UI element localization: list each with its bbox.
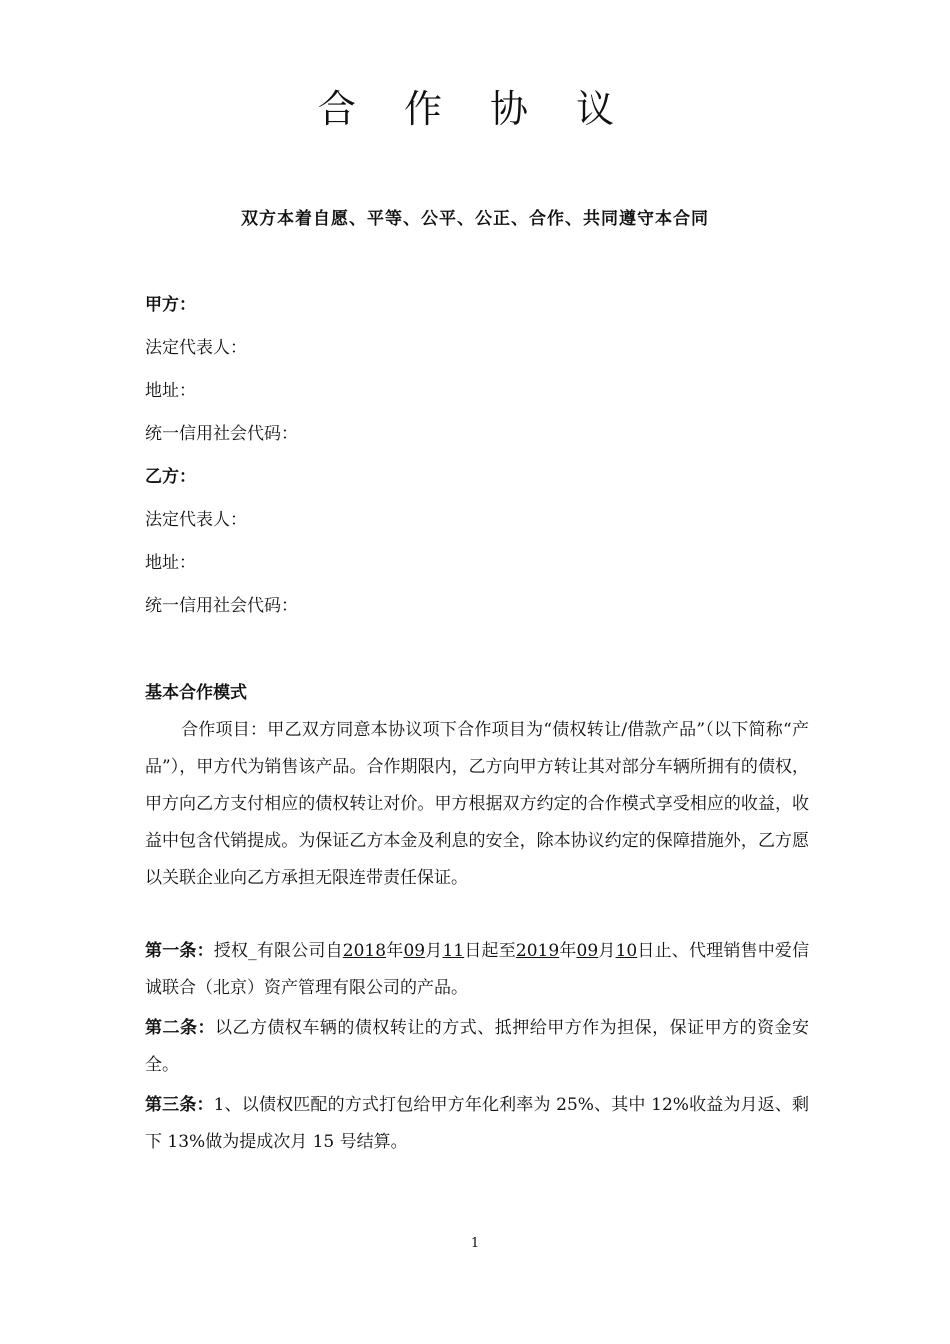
article-1-start-month: 09: [403, 941, 426, 961]
party-a-rep: 法定代表人：: [145, 338, 247, 358]
article-1-text-a: 授权_有限公司自: [213, 941, 343, 961]
article-1-end-month: 09: [576, 941, 599, 961]
article-3-text: 1、以债权匹配的方式打包给甲方年化利率为 25%、其中 12%收益为月返、剩下 13%做为提成次月 15 号结算。: [145, 1095, 810, 1152]
document-subtitle: 双方本着自愿、平等、公平、公正、合作、共同遵守本合同: [241, 209, 709, 229]
article-1-colon: ：: [196, 941, 214, 961]
article-1-text-d: 日起至: [464, 941, 516, 961]
article-1-text-g: 日止、代理销售中爱信诚联合（北京）资产管理有限公司的产品。: [145, 941, 810, 998]
page-number: 1: [470, 1236, 480, 1251]
party-a-heading: 甲方：: [145, 295, 196, 315]
article-2-label: 第二条: [145, 1018, 198, 1038]
article-1-start-year: 2018: [342, 941, 387, 961]
article-1: [145, 933, 809, 1007]
party-b-heading: 乙方：: [145, 467, 196, 487]
article-3: [145, 1087, 809, 1161]
party-b-rep: 法定代表人：: [145, 510, 247, 530]
article-2-colon: ：: [197, 1018, 215, 1038]
article-1-end-year: 2019: [515, 941, 560, 961]
section-body: 合作项目：甲乙双方同意本协议项下合作项目为“债权转让/借款产品”（以下简称“产品”），甲方代为销售该产品。合作期限内，乙方向甲方转让其对部分车辆所拥有的债权，甲方向乙方支付相应的债权转让对价。甲方根据双方约定的合作模式享受相应的收益，收益中包含代销提成。为保证乙方本金及利息的安全，除本协议约定的保障措施外，乙方愿以关联企业向乙方承担无限连带责任保证。: [145, 720, 809, 888]
article-1-text-f: 月: [598, 941, 616, 961]
article-2-text: 以乙方债权车辆的债权转让的方式、抵押给甲方作为担保，保证甲方的资金安全。: [145, 1018, 810, 1075]
article-1-text-c: 月: [425, 941, 443, 961]
article-3-label: 第三条: [145, 1095, 197, 1115]
article-1-text-e: 年: [559, 941, 577, 961]
article-1-label: 第一条: [145, 941, 197, 961]
article-2: [145, 1010, 809, 1084]
party-b-address: 地址：: [145, 553, 196, 573]
party-b-credit-code: 统一信用社会代码：: [145, 596, 298, 616]
document-title: 合 作 协 议: [317, 87, 633, 131]
section-heading: 基本合作模式: [145, 683, 247, 703]
party-a-address: 地址：: [145, 381, 196, 401]
article-3-colon: ：: [196, 1095, 214, 1115]
article-1-end-day: 10: [615, 941, 638, 961]
party-a-credit-code: 统一信用社会代码：: [145, 424, 298, 444]
article-1-text-b: 年: [386, 941, 404, 961]
article-1-start-day: 11: [442, 941, 465, 961]
